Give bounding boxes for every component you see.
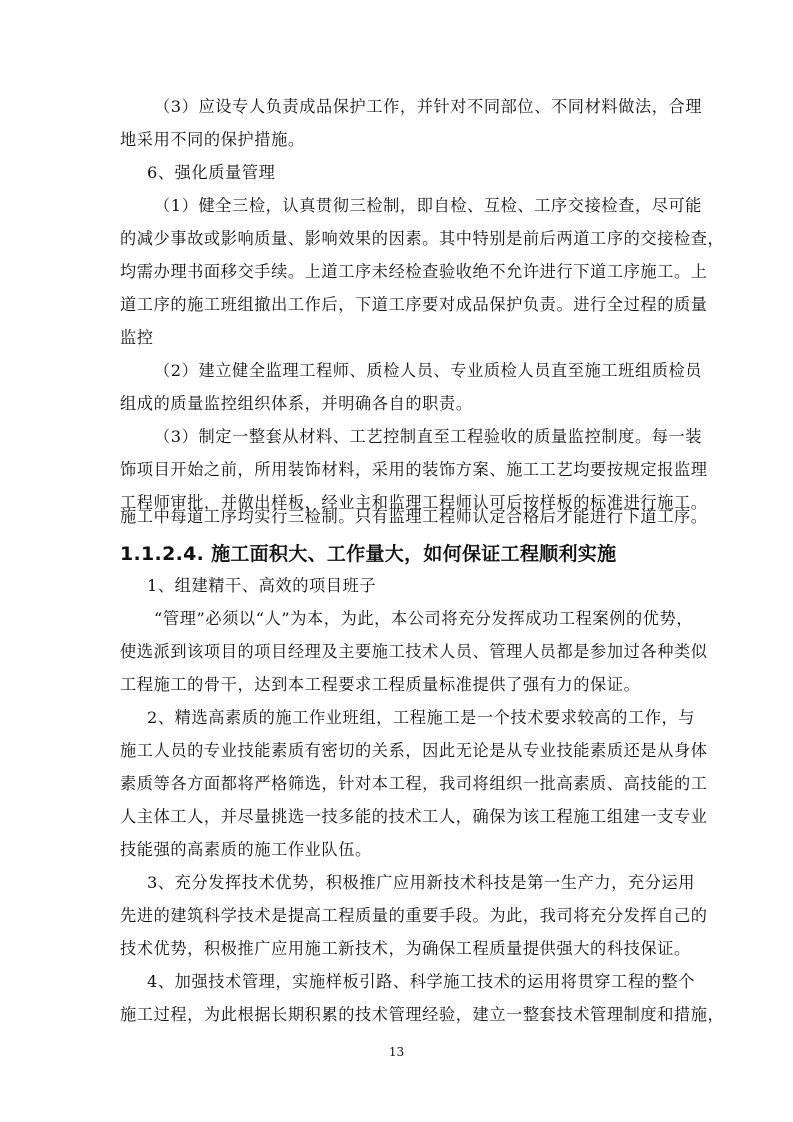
paragraph-line: 工程师审批，并做出样板，经业主和监理工程师认可后按样板的标准进行施工。 (120, 493, 708, 512)
paragraph-line: 施工过程，为此根据长期积累的技术管理经验，建立一整套技术管理制度和措施， (120, 1005, 725, 1024)
paragraph-line: 2、精选高素质的施工作业班组，工程施工是一个技术要求较高的工作，与 (147, 708, 696, 727)
paragraph-line: 工程施工的骨干，达到本工程要求工程质量标准提供了强有力的保证。 (120, 675, 641, 694)
paragraph-line: （1）健全三检，认真贯彻三检制，即自检、互检、工序交接检查，尽可能 (154, 196, 703, 215)
paragraph-line: 技能强的高素质的施工作业队伍。 (120, 840, 372, 859)
paragraph-line: （2）建立健全监理工程师、质检人员、专业质检人员直至施工班组质检员 (154, 361, 703, 380)
paragraph-line: 人主体工人，并尽量挑选一技多能的技术工人，确保为该工程施工组建一支专业 (120, 807, 708, 826)
paragraph-line: 道工序的施工班组撤出工作后，下道工序要对成品保护负责。进行全过程的质量 (120, 295, 708, 314)
paragraph-line: 饰项目开始之前，所用装饰材料，采用的装饰方案、施工工艺均要按规定报监理 (120, 460, 708, 479)
paragraph-line: （3）应设专人负责成品保护工作，并针对不同部位、不同材料做法，合理 (154, 97, 703, 116)
section-item-title: 6、强化质量管理 (147, 163, 276, 182)
paragraph-line: 技术优势，积极推广应用施工新技术，为确保工程质量提供强大的科技保证。 (120, 939, 691, 958)
paragraph-line: 3、充分发挥技术优势，积极推广应用新技术科技是第一生产力，充分运用 (147, 873, 696, 892)
paragraph-line: 先进的建筑科学技术是提高工程质量的重要手段。为此，我司将充分发挥自己的 (120, 906, 708, 925)
paragraph-line: （3）制定一整套从材料、工艺控制直至工程验收的质量监控制度。每一装 (154, 427, 703, 446)
section-heading: 1.1.2.4. 施工面积大、工作量大，如何保证工程顺利实施 (120, 543, 617, 565)
paragraph-line: 4、加强技术管理，实施样板引路、科学施工技术的运用将贯穿工程的整个 (147, 972, 696, 991)
paragraph-line: 地采用不同的保护措施。 (120, 130, 305, 149)
paragraph-line: 监控 (120, 328, 154, 347)
paragraph-line: 施工人员的专业技能素质有密切的关系，因此无论是从专业技能素质还是从身体 (120, 741, 708, 760)
paragraph-line: 使选派到该项目的项目经理及主要施工技术人员、管理人员都是参加过各种类似 (120, 642, 708, 661)
section-item-title: 1、组建精干、高效的项目班子 (147, 576, 377, 595)
page-number: 13 (388, 1045, 405, 1059)
paragraph-line: 组成的质量监控组织体系，并明确各自的职责。 (120, 394, 473, 413)
paragraph-line: 素质等各方面都将严格筛选，针对本工程，我司将组织一批高素质、高技能的工 (120, 774, 708, 793)
paragraph-line: 的减少事故或影响质量、影响效果的因素。其中特别是前后两道工序的交接检查， (120, 229, 725, 248)
paragraph-line: 均需办理书面移交手续。上道工序未经检查验收绝不允许进行下道工序施工。上 (120, 262, 708, 281)
paragraph-line: “管理”必须以“人”为本，为此，本公司将充分发挥成功工程案例的优势， (154, 609, 694, 628)
paragraph-line: 施工中每道工序均实行三检制。只有监理工程师认定合格后才能进行下道工序。 (120, 507, 708, 526)
